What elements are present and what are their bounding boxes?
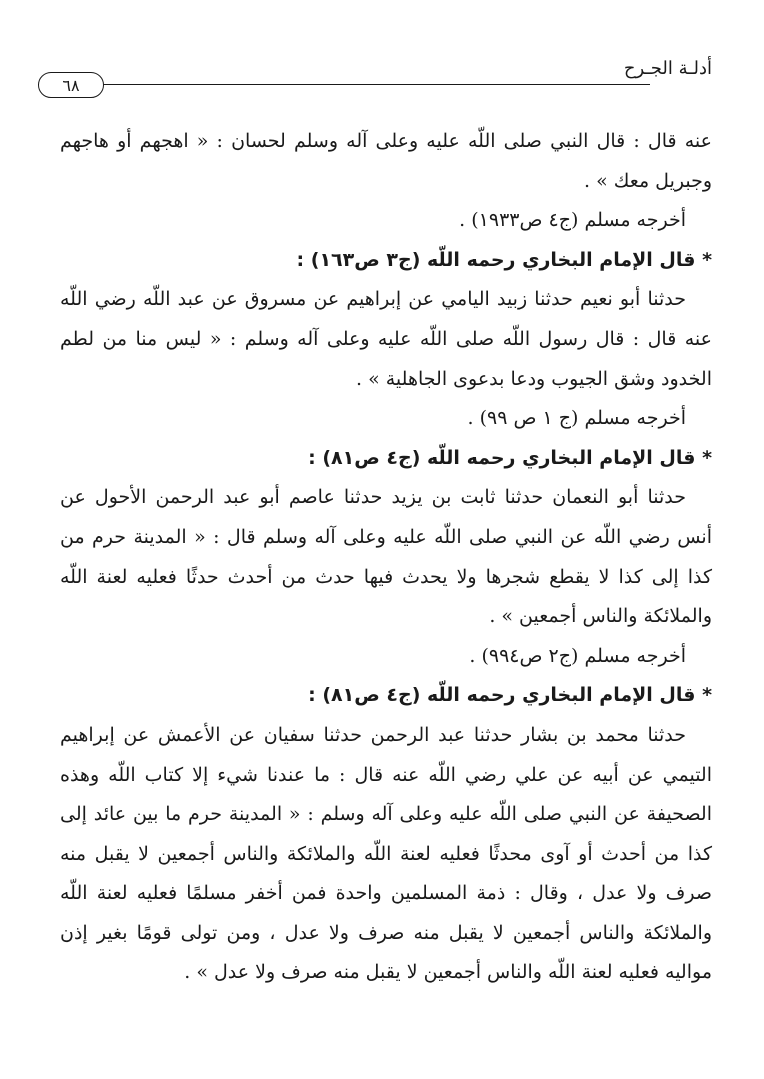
heading-colon: : <box>308 684 323 707</box>
heading-title: قال الإمام البخاري رحمه اللّه (ج٣ ص١٦٣) <box>310 248 696 271</box>
hadith-text: حدثنا أبو نعيم حدثنا زبيد اليامي عن إبراهيم عن مسروق عن عبد اللّه رضي اللّه عنه قال : قال رسول اللّه صلى اللّه عليه وعلى آله وسلم : « ليس منا من لطم الخدود وشق الجيوب ودعا بدعوى الجاهلية » . <box>60 288 712 390</box>
heading-title: قال الإمام البخاري رحمه اللّه (ج٤ ص٨١) <box>322 684 696 707</box>
page-header <box>38 58 712 110</box>
heading-title: قال الإمام البخاري رحمه اللّه (ج٤ ص٨١) <box>322 446 696 469</box>
heading-colon: : <box>308 446 323 469</box>
section-heading <box>60 676 712 716</box>
page-body <box>60 122 712 993</box>
section-heading <box>60 439 712 479</box>
paragraph: عنه قال : قال النبي صلى اللّه عليه وعلى آله وسلم لحسان : « اهجهم أو هاجهم وجبريل معك » . <box>60 130 712 192</box>
heading-colon: : <box>296 248 311 271</box>
hadith-text: حدثنا محمد بن بشار حدثنا عبد الرحمن حدثنا سفيان عن الأعمش عن إبراهيم التيمي عن أبيه عن علي رضي اللّه عنه قال : ما عندنا شيء إلا كتاب اللّه وهذه الصحيفة عن النبي صلى اللّه عليه وعلى آله وسلم : « المدينة حرم ما بين عائد إلى كذا من أحدث أو آوى محدثًا فعليه لعنة اللّه والملائكة والناس أجمعين لا يقبل منه صرف ولا عدل ، وقال : ذمة المسلمين واحدة فمن أخفر مسلمًا فعليه لعنة اللّه والملائكة والناس أجمعين لا يقبل منه صرف ولا عدل ، ومن تولى قومًا بغير إذن مواليه فعليه لعنة اللّه والناس أجمعين لا يقبل منه صرف ولا عدل » . <box>60 723 712 984</box>
bullet-star: * <box>702 248 712 271</box>
page-number-text: ٦٨ <box>62 75 80 95</box>
citation: أخرجه مسلم (ج٢ ص٩٩٤) . <box>469 644 686 667</box>
running-title: أدلـة الجـرح <box>623 58 712 79</box>
bullet-star: * <box>702 684 712 707</box>
section-heading <box>60 241 712 281</box>
hadith-text: حدثنا أبو النعمان حدثنا ثابت بن يزيد حدثنا عاصم أبو عبد الرحمن الأحول عن أنس رضي اللّه عن النبي صلى اللّه عليه وعلى آله وسلم قال : « المدينة حرم من كذا إلى كذا لا يقطع شجرها ولا يحدث فيها حدث من أحدث حدثًا فعليه لعنة اللّه والملائكة والناس أجمعين » . <box>60 486 712 628</box>
citation: أخرجه مسلم (ج٤ ص١٩٣٣) . <box>459 209 686 232</box>
citation: أخرجه مسلم (ج ١ ص ٩٩) . <box>467 407 686 430</box>
page-number <box>38 72 104 98</box>
header-rule <box>38 84 650 85</box>
bullet-star: * <box>702 446 712 469</box>
